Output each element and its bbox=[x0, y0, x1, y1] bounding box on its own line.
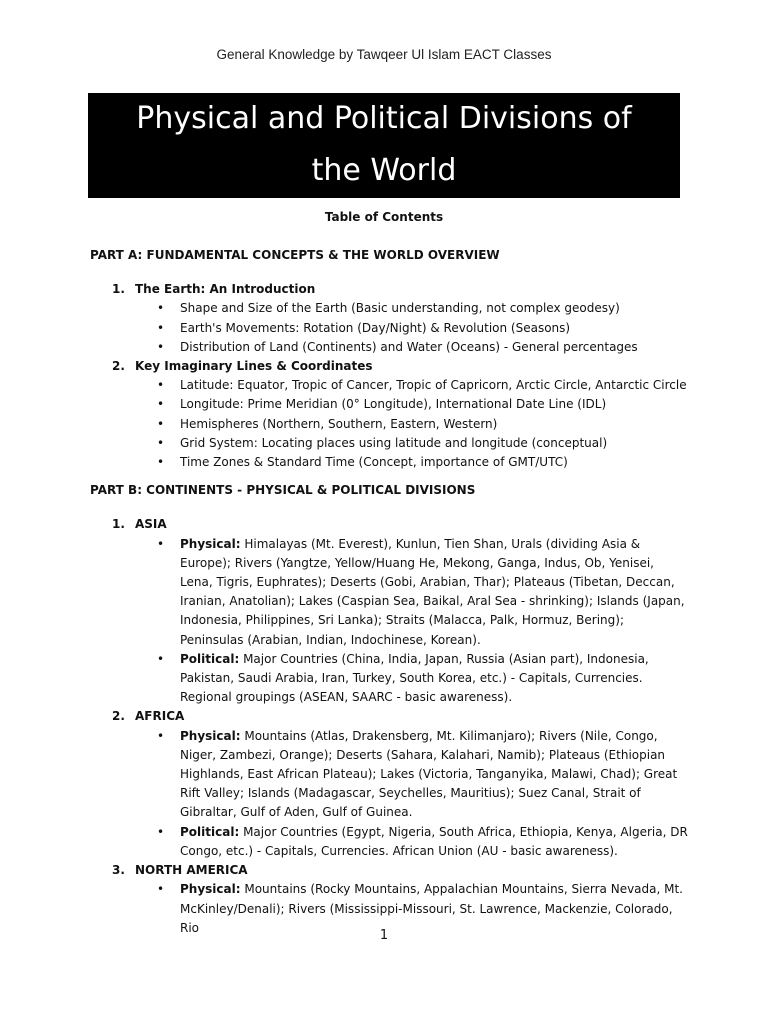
title-banner bbox=[88, 93, 680, 198]
bullet-icon: • bbox=[157, 824, 165, 839]
section-number: 2. bbox=[112, 709, 125, 724]
item-text: Longitude: Prime Meridian (0° Longitude), International Date Line (IDL) bbox=[180, 397, 607, 412]
bullet-icon: • bbox=[157, 651, 165, 666]
part-a-sections bbox=[90, 280, 690, 472]
part-a-title: PART A: FUNDAMENTAL CONCEPTS & THE WORLD OVERVIEW bbox=[90, 248, 500, 262]
part-a-section bbox=[90, 357, 690, 472]
list-item bbox=[135, 650, 690, 708]
section-title: ASIA bbox=[135, 517, 167, 532]
section-title: Key Imaginary Lines & Coordinates bbox=[135, 359, 373, 374]
list-item bbox=[135, 823, 690, 861]
item-label: Physical: bbox=[180, 536, 241, 551]
subsection-list bbox=[135, 299, 690, 357]
item-text: Mountains (Atlas, Drakensberg, Mt. Kilimanjaro); Rivers (Nile, Congo, Niger, Zambezi, Orange); Deserts (Sahara, Kalahari, Namib); Plateaus (Ethiopian Highlands, East African Plateau); Lakes (Victoria, Tanganyika, Malawi, Chad); Great Rift Valley; Islands (Madagascar, Seychelles, Mauritius); Suez Canal, Strait of Gibraltar, Gulf of Aden, Gulf of Guinea. bbox=[180, 728, 678, 820]
section-number: 2. bbox=[112, 359, 125, 374]
bullet-icon: • bbox=[157, 339, 165, 354]
toc-content bbox=[90, 246, 690, 938]
list-item bbox=[135, 434, 690, 453]
part-b-title: PART B: CONTINENTS - PHYSICAL & POLITICAL DIVISIONS bbox=[90, 483, 476, 498]
list-item bbox=[135, 376, 690, 395]
section-number: 1. bbox=[112, 517, 125, 532]
bullet-icon: • bbox=[157, 882, 165, 897]
item-text: Shape and Size of the Earth (Basic understanding, not complex geodesy) bbox=[180, 301, 620, 316]
subsection-list bbox=[135, 535, 690, 708]
title-line-1: Physical and Political Divisions of bbox=[136, 101, 632, 136]
title-line-2: the World bbox=[311, 153, 457, 188]
item-label: Physical: bbox=[180, 728, 241, 743]
part-b-section bbox=[90, 861, 690, 938]
bullet-icon: • bbox=[157, 397, 165, 412]
list-item bbox=[135, 338, 690, 357]
list-item bbox=[135, 319, 690, 338]
subsection-list bbox=[135, 727, 690, 861]
bullet-icon: • bbox=[157, 320, 165, 335]
item-text: Latitude: Equator, Tropic of Cancer, Tropic of Capricorn, Arctic Circle, Antarctic Circle bbox=[180, 378, 687, 393]
section-title: NORTH AMERICA bbox=[135, 863, 248, 878]
item-text: Grid System: Locating places using latitude and longitude (conceptual) bbox=[180, 435, 608, 450]
item-text: Himalayas (Mt. Everest), Kunlun, Tien Shan, Urals (dividing Asia & Europe); Rivers (Yangtze, Yellow/Huang He, Mekong, Ganga, Indus, Ob, Yenisei, Lena, Tigris, Euphrates); Deserts (Gobi, Arabian, Thar); Plateaus (Tibetan, Deccan, Iranian, Anatolian); Lakes (Caspian Sea, Baikal, Aral Sea - shrinking); Islands (Japan, Indonesia, Philippines, Sri Lanka); Straits (Malacca, Palk, Hormuz, Bering); Peninsulas (Arabian, Indian, Indochinese, Korean). bbox=[180, 536, 685, 647]
item-label: Political: bbox=[180, 824, 240, 839]
bullet-icon: • bbox=[157, 536, 165, 551]
section-number: 1. bbox=[112, 282, 125, 297]
list-item bbox=[135, 535, 690, 650]
list-item bbox=[135, 299, 690, 318]
item-text: Time Zones & Standard Time (Concept, importance of GMT/UTC) bbox=[180, 455, 568, 470]
page-header: General Knowledge by Tawqeer Ul Islam EACT Classes bbox=[216, 47, 552, 62]
item-text: Hemispheres (Northern, Southern, Eastern, Western) bbox=[180, 416, 498, 431]
part-b-section bbox=[90, 707, 690, 861]
section-title: The Earth: An Introduction bbox=[135, 282, 316, 297]
part-a-section bbox=[90, 280, 690, 357]
part-b-section bbox=[90, 515, 690, 707]
section-number: 3. bbox=[112, 863, 125, 878]
bullet-icon: • bbox=[157, 435, 165, 450]
item-text: Mountains (Rocky Mountains, Appalachian Mountains, Sierra Nevada, Mt. McKinley/Denali); Rivers (Mississippi-Missouri, St. Lawrence, Mackenzie, Colorado, Rio bbox=[180, 882, 683, 935]
list-item bbox=[135, 415, 690, 434]
item-text: Major Countries (China, India, Japan, Russia (Asian part), Indonesia, Pakistan, Saudi Arabia, Iran, Turkey, South Korea, etc.) - Capitals, Currencies. Regional groupings (ASEAN, SAARC - basic awareness). bbox=[180, 651, 649, 705]
subsection-list bbox=[135, 376, 690, 472]
bullet-icon: • bbox=[157, 728, 165, 743]
page-number: 1 bbox=[379, 928, 389, 943]
list-item bbox=[135, 727, 690, 823]
list-item bbox=[135, 395, 690, 414]
item-text: Major Countries (Egypt, Nigeria, South Africa, Ethiopia, Kenya, Algeria, DR Congo, etc.) - Capitals, Currencies. African Union (AU - basic awareness). bbox=[180, 824, 688, 858]
section-title: AFRICA bbox=[135, 709, 185, 724]
part-b-sections bbox=[90, 515, 690, 937]
bullet-icon: • bbox=[157, 455, 165, 470]
bullet-icon: • bbox=[157, 416, 165, 431]
item-label: Physical: bbox=[180, 882, 241, 897]
bullet-icon: • bbox=[157, 301, 165, 316]
toc-heading: Table of Contents bbox=[324, 210, 444, 224]
item-label: Political: bbox=[180, 651, 240, 666]
bullet-icon: • bbox=[157, 378, 165, 393]
item-text: Distribution of Land (Continents) and Water (Oceans) - General percentages bbox=[180, 339, 638, 354]
list-item bbox=[135, 453, 690, 472]
item-text: Earth's Movements: Rotation (Day/Night) & Revolution (Seasons) bbox=[180, 320, 571, 335]
